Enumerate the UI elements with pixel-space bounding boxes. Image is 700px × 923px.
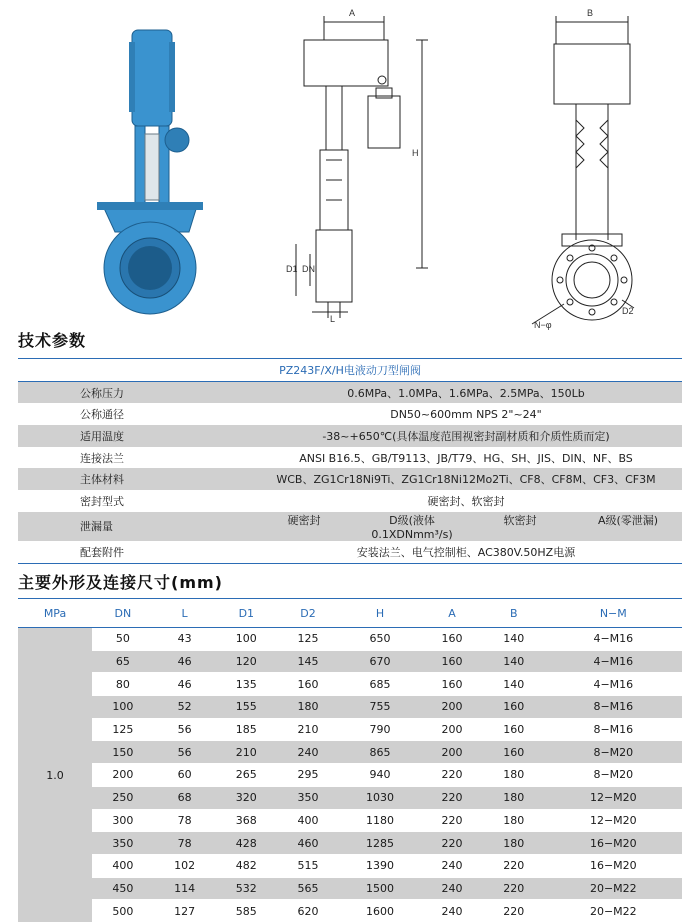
col-header: L	[154, 599, 216, 628]
dim-label-n: N−φ	[534, 320, 552, 330]
table-row	[18, 832, 682, 855]
table-cell: 160	[483, 718, 545, 741]
table-cell: 200	[421, 741, 483, 764]
table-cell: 240	[421, 854, 483, 877]
table-cell: 250	[92, 786, 154, 809]
table-cell: 8−M20	[545, 741, 682, 764]
col-header: N−M	[545, 599, 682, 628]
col-header: D2	[277, 599, 339, 628]
table-cell: 125	[92, 718, 154, 741]
table-cell: 865	[339, 741, 421, 764]
table-cell: 220	[483, 877, 545, 900]
table-row	[18, 786, 682, 809]
col-header: A	[421, 599, 483, 628]
dims-header-row	[18, 599, 682, 628]
table-cell: 20−M22	[545, 900, 682, 923]
table-cell: 240	[421, 877, 483, 900]
table-cell: 100	[215, 628, 277, 651]
table-cell: 220	[421, 832, 483, 855]
table-cell: 350	[277, 786, 339, 809]
valve-product-image	[85, 0, 215, 315]
spec-label: 公称通径	[80, 408, 124, 422]
table-cell: 565	[277, 877, 339, 900]
spec-label: 公称压力	[18, 381, 250, 403]
table-cell: 515	[277, 854, 339, 877]
table-cell: 127	[154, 900, 216, 923]
table-cell: 4−M16	[545, 628, 682, 651]
table-cell: 185	[215, 718, 277, 741]
dim-label-dn: DN	[302, 264, 315, 274]
table-cell: 180	[277, 696, 339, 719]
table-row	[18, 764, 682, 787]
col-header: DN	[92, 599, 154, 628]
table-cell: 140	[483, 673, 545, 696]
table-cell: 180	[483, 764, 545, 787]
table-cell: 650	[339, 628, 421, 651]
leak-soft-value: A级(零泄漏)	[597, 513, 659, 527]
spec-label: 密封型式	[80, 494, 124, 508]
table-cell: 428	[215, 832, 277, 855]
table-cell: 160	[483, 696, 545, 719]
table-cell: 220	[421, 809, 483, 832]
table-cell: 220	[483, 854, 545, 877]
spec-value: -38~+650℃(具体温度范围视密封副材质和介质性质而定)	[250, 425, 682, 447]
table-cell: 220	[421, 764, 483, 787]
table-cell: 78	[154, 832, 216, 855]
table-row	[18, 650, 682, 673]
leak-hard-value: D级(液体0.1XDNmm³/s)	[371, 513, 453, 541]
table-cell: 200	[92, 764, 154, 787]
table-cell: 125	[277, 628, 339, 651]
table-cell: 56	[154, 741, 216, 764]
spec-value: ANSI B16.5、GB/T9113、JB/T79、HG、SH、JIS、DIN、NF、BS	[299, 451, 633, 465]
spec-label: 适用温度	[18, 425, 250, 447]
dim-label-b: B	[586, 8, 594, 18]
spec-table-title: PZ243F/X/H电液动刀型闸阀	[18, 359, 682, 382]
col-header: MPa	[18, 599, 92, 628]
valve-front-drawing	[530, 0, 640, 330]
table-cell: 16−M20	[545, 854, 682, 877]
table-cell: 4−M16	[545, 650, 682, 673]
spec-value: 硬密封、软密封	[427, 494, 505, 508]
table-cell: 12−M20	[545, 786, 682, 809]
table-cell: 16−M20	[545, 832, 682, 855]
table-cell: 20−M22	[545, 877, 682, 900]
table-cell: 265	[215, 764, 277, 787]
spec-value: DN50~600mm NPS 2"~24"	[390, 407, 542, 421]
table-cell: 450	[92, 877, 154, 900]
leak-values	[250, 512, 682, 541]
table-cell: 295	[277, 764, 339, 787]
table-cell: 755	[339, 696, 421, 719]
table-cell: 210	[277, 718, 339, 741]
table-cell: 8−M20	[545, 764, 682, 787]
table-cell: 12−M20	[545, 809, 682, 832]
table-cell: 200	[421, 718, 483, 741]
table-row	[18, 628, 682, 651]
dim-label-h: H	[412, 148, 419, 158]
table-cell: 790	[339, 718, 421, 741]
spec-label-accessory: 配套附件	[18, 541, 250, 563]
table-cell: 78	[154, 809, 216, 832]
table-cell: 56	[154, 718, 216, 741]
table-cell: 460	[277, 832, 339, 855]
spec-table	[18, 358, 682, 564]
spec-label-leak: 泄漏量	[18, 512, 250, 541]
table-cell: 60	[154, 764, 216, 787]
table-cell: 300	[92, 809, 154, 832]
spec-label: 主体材料	[18, 468, 250, 490]
table-cell: 532	[215, 877, 277, 900]
table-cell: 80	[92, 673, 154, 696]
leak-soft-label: 软密封	[503, 513, 537, 527]
table-cell: 145	[277, 650, 339, 673]
table-cell: 585	[215, 900, 277, 923]
table-cell: 180	[483, 832, 545, 855]
table-cell: 160	[421, 650, 483, 673]
table-cell: 65	[92, 650, 154, 673]
table-row	[18, 673, 682, 696]
table-cell: 8−M16	[545, 696, 682, 719]
dim-label-l: L	[330, 314, 336, 324]
table-cell: 160	[421, 673, 483, 696]
table-row	[18, 696, 682, 719]
table-cell: 500	[92, 900, 154, 923]
table-cell: 482	[215, 854, 277, 877]
dims-body	[18, 628, 682, 923]
table-cell: 180	[483, 809, 545, 832]
table-cell: 1180	[339, 809, 421, 832]
table-cell: 1030	[339, 786, 421, 809]
table-cell: 210	[215, 741, 277, 764]
col-header: B	[483, 599, 545, 628]
table-cell: 114	[154, 877, 216, 900]
table-cell: 100	[92, 696, 154, 719]
table-cell: 670	[339, 650, 421, 673]
table-row	[18, 877, 682, 900]
table-cell: 52	[154, 696, 216, 719]
table-cell: 1500	[339, 877, 421, 900]
table-cell: 220	[483, 900, 545, 923]
table-cell: 140	[483, 628, 545, 651]
table-cell: 200	[421, 696, 483, 719]
table-cell: 368	[215, 809, 277, 832]
table-cell: 1390	[339, 854, 421, 877]
spec-heading: 技术参数	[18, 331, 87, 350]
table-cell: 1285	[339, 832, 421, 855]
table-cell: 160	[483, 741, 545, 764]
table-cell: 43	[154, 628, 216, 651]
table-cell: 220	[421, 786, 483, 809]
table-cell: 320	[215, 786, 277, 809]
table-cell: 50	[92, 628, 154, 651]
table-cell: 160	[277, 673, 339, 696]
table-cell: 135	[215, 673, 277, 696]
product-figures	[0, 0, 700, 330]
table-cell: 1600	[339, 900, 421, 923]
table-cell: 68	[154, 786, 216, 809]
spec-label: 连接法兰	[80, 451, 124, 465]
table-row	[18, 741, 682, 764]
table-cell: 160	[421, 628, 483, 651]
table-cell: 46	[154, 673, 216, 696]
table-cell: 102	[154, 854, 216, 877]
spec-value: WCB、ZG1Cr18Ni9Ti、ZG1Cr18Ni12Mo2Ti、CF8、CF8M、CF3、CF3M	[250, 468, 682, 490]
table-cell: 240	[277, 741, 339, 764]
dimension-table	[18, 598, 682, 923]
dim-label-a: A	[348, 8, 356, 18]
table-cell: 4−M16	[545, 673, 682, 696]
table-cell: 940	[339, 764, 421, 787]
valve-side-drawing	[282, 0, 442, 330]
table-row	[18, 900, 682, 923]
table-cell: 240	[421, 900, 483, 923]
col-header: H	[339, 599, 421, 628]
table-row	[18, 809, 682, 832]
table-cell: 620	[277, 900, 339, 923]
dims-heading: 主要外形及连接尺寸(mm)	[18, 573, 223, 592]
table-cell: 46	[154, 650, 216, 673]
table-cell: 685	[339, 673, 421, 696]
spec-value-accessory: 安装法兰、电气控制柜、AC380V.50HZ电源	[250, 541, 682, 563]
table-cell: 140	[483, 650, 545, 673]
table-cell: 400	[277, 809, 339, 832]
table-cell: 350	[92, 832, 154, 855]
table-cell: 180	[483, 786, 545, 809]
spec-value: 0.6MPa、1.0MPa、1.6MPa、2.5MPa、150Lb	[250, 381, 682, 403]
dim-label-d1: D1	[286, 264, 298, 274]
dim-label-d2: D2	[622, 306, 634, 316]
table-row	[18, 718, 682, 741]
table-cell: 150	[92, 741, 154, 764]
pressure-cell: 1.0	[18, 628, 92, 923]
table-row	[18, 854, 682, 877]
table-cell: 400	[92, 854, 154, 877]
table-cell: 8−M16	[545, 718, 682, 741]
table-cell: 155	[215, 696, 277, 719]
col-header: D1	[215, 599, 277, 628]
leak-hard-label: 硬密封	[287, 513, 321, 527]
table-cell: 120	[215, 650, 277, 673]
